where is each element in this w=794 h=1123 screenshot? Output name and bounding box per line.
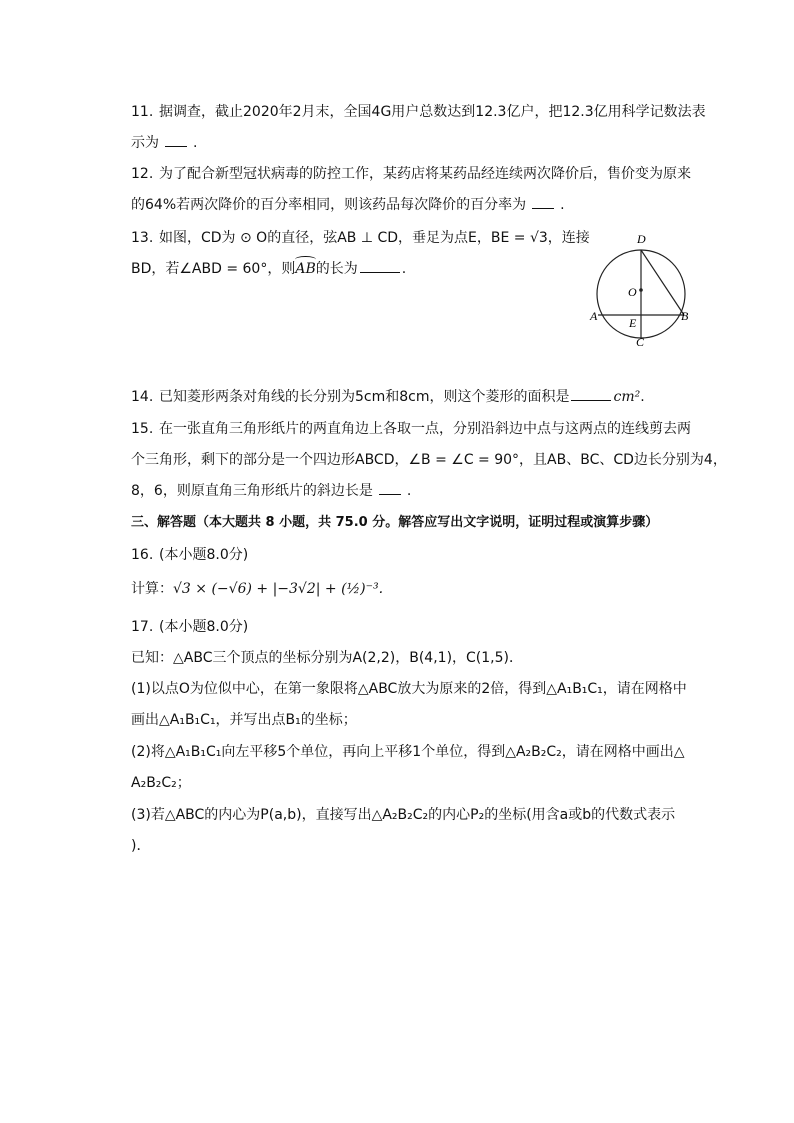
q12-text: 为了配合新型冠状病毒的防控工作，某药店将某药品经连续两次降价后，售价变为原来 [159,166,691,182]
q17-part3-line1: (3)若△ABC的内心为P(a,b)，直接写出△A₂B₂C₂的内心P₂的坐标(用含a或b的代数式表示 [131,807,676,823]
q15-period: . [406,483,412,499]
q11-number: 11. [131,104,154,120]
q15-line2 [131,450,727,470]
q17-given: 已知：△ABC三个顶点的坐标分别为A(2,2)，B(4,1)，C(1,5)． [131,650,523,666]
q13-period: . [401,261,407,277]
q13-text-2: BD，若∠ABD = 60°，则 [131,261,296,277]
q14-number: 14. [131,389,154,405]
q17-number: 17. [131,619,154,635]
arc-mark [295,256,315,263]
q15-line1 [131,419,691,439]
q15-number: 15. [131,421,154,437]
answer-blank [360,260,400,273]
q13-text-3: 的长为 [315,261,358,277]
q12-number: 12. [131,166,154,182]
q16-number: 16. [131,547,154,563]
label-e: E [629,316,637,330]
q11-period: . [193,135,198,151]
q17-score: (本小题8.0分) [159,619,249,635]
q14-text: 已知菱形两条对角线的长分别为5cm和8cm，则这个菱形的面积是 [159,389,570,405]
label-c: C [636,335,645,349]
q16-expr-line [131,579,383,599]
q17-header [131,617,248,637]
q17-part1-line2: 画出△A₁B₁C₁，并写出点B₁的坐标； [131,712,357,728]
q15-line3 [131,481,411,501]
answer-blank [379,482,401,495]
q17-part3-line2: )． [131,838,151,854]
label-d: D [637,232,646,246]
q17-part2-line2: A₂B₂C₂； [131,775,191,791]
answer-blank [165,134,187,147]
section-title: 三、解答题（本大题共 8 小题，共 75.0 分。解答应写出文字说明，证明过程或演算步骤） [131,515,659,530]
q15-text-3: 8，6，则原直角三角形纸片的斜边长是 [131,483,373,499]
q12-line2 [131,195,565,215]
q16-score: (本小题8.0分) [159,547,249,563]
q11-text-2: 示为 [131,135,159,151]
q11-text: 据调查，截止2020年2月末，全国4G用户总数达到12.3亿户，把12.3亿用科学记数法表 [159,104,706,120]
label-o: O [628,285,637,299]
q13-number: 13. [131,230,154,246]
label-b: B [681,309,689,323]
q13-line2 [131,259,406,279]
q11-line1 [131,102,706,122]
q15-text: 在一张直角三角形纸片的两直角边上各取一点，分别沿斜边中点与这两点的连线剪去两 [159,421,691,437]
answer-blank [532,196,554,209]
arc-ab-label: AB [295,259,315,279]
q12-period: . [560,197,565,213]
circle-figure [585,228,695,350]
segment-bd [641,250,684,315]
q12-text-2: 的64%若两次降价的百分率相同，则该药品每次降价的百分率为 [131,197,527,213]
q17-part2-line1: (2)将△A₁B₁C₁向左平移5个单位，再向上平移1个单位，得到△A₂B₂C₂，请在网格中画出△ [131,744,685,760]
q11-line2 [131,133,197,153]
q15-text-2: 个三角形，剩下的部分是一个四边形ABCD，∠B = ∠C = 90°，且AB、BC、CD边长分别为4， [131,452,727,468]
q13-text: 如图，CD为 ⊙ O的直径，弦AB ⊥ CD，垂足为点E，BE = √3，连接 [159,230,590,246]
q14-line [131,387,645,407]
label-a: A [590,309,598,323]
q17-part1-line1: (1)以点O为位似中心，在第一象限将△ABC放大为原来的2倍，得到△A₁B₁C₁，请在网格中 [131,681,687,697]
q16-header [131,545,248,565]
q13-line1 [131,228,590,248]
q16-label: 计算： [131,581,173,597]
q14-period: . [640,389,645,405]
q16-expression: √3 × (−√6) + |−3√2| + (½)⁻³. [173,581,384,597]
answer-blank [571,388,611,401]
q12-line1 [131,164,691,184]
q14-unit: cm² [613,389,641,405]
center-point [639,288,643,292]
